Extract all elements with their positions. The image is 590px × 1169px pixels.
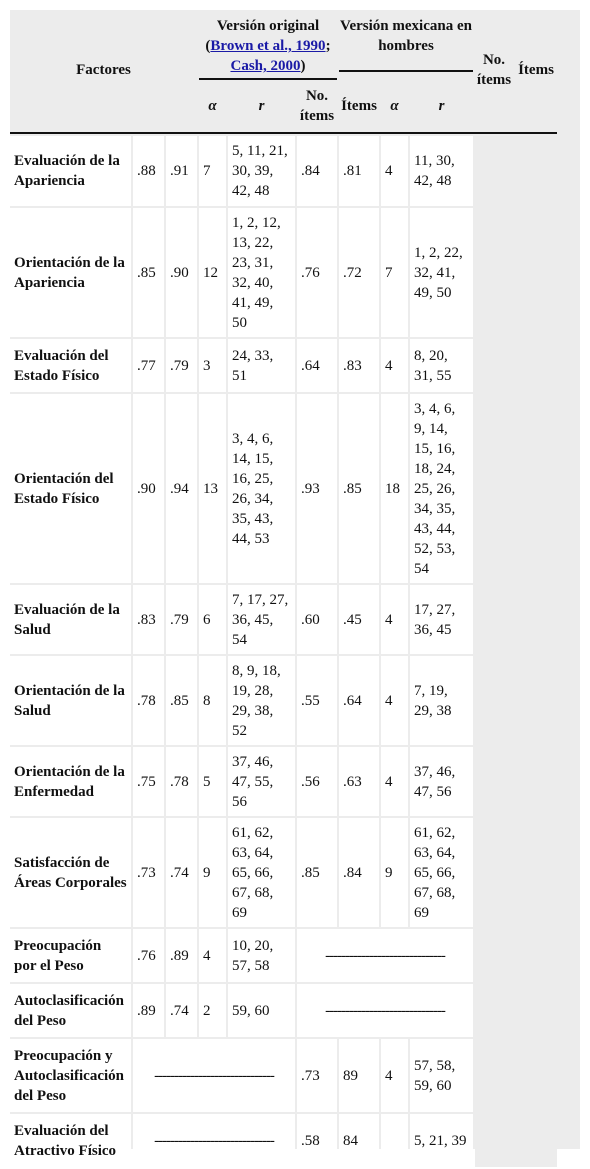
original-n-items: 7 bbox=[199, 136, 226, 206]
mex-r: .64 bbox=[339, 656, 379, 745]
original-items: 8, 9, 18, 19, 28, 29, 38, 52 bbox=[228, 656, 295, 745]
factor-name: Evaluación del Estado Físico bbox=[10, 339, 131, 392]
mex-n-items: 4 bbox=[381, 585, 408, 654]
mex-r: .63 bbox=[339, 747, 379, 816]
original-items: 10, 20, 57, 58 bbox=[228, 929, 295, 982]
original-n-items: 2 bbox=[199, 984, 226, 1037]
header-no-items-original: No. ítems bbox=[297, 82, 337, 130]
mex-items: 3, 4, 6, 9, 14, 15, 16, 18, 24, 25, 26, 34, 35, 43, 44, 52, 53, 54 bbox=[410, 394, 473, 583]
mex-alpha: .93 bbox=[297, 394, 337, 583]
original-items: 24, 33, 51 bbox=[228, 339, 295, 392]
table-row bbox=[10, 136, 557, 206]
mex-r: .83 bbox=[339, 339, 379, 392]
header-alpha-original: α bbox=[199, 82, 226, 130]
original-n-items: 6 bbox=[199, 585, 226, 654]
original-alpha: .76 bbox=[133, 929, 164, 982]
original-alpha: .90 bbox=[133, 394, 164, 583]
not-applicable-dashes: ------------------------------ bbox=[133, 1039, 295, 1112]
mex-n-items: 18 bbox=[381, 394, 408, 583]
original-items: 61, 62, 63, 64, 65, 66, 67, 68, 69 bbox=[228, 818, 295, 927]
mex-r: .45 bbox=[339, 585, 379, 654]
original-n-items: 4 bbox=[199, 929, 226, 982]
mex-n-items: 4 bbox=[381, 656, 408, 745]
mex-alpha: .73 bbox=[297, 1039, 337, 1112]
factor-name: Preocupación por el Peso bbox=[10, 929, 131, 982]
factor-name: Orientación de la Apariencia bbox=[10, 208, 131, 337]
original-r: .91 bbox=[166, 136, 197, 206]
original-n-items: 9 bbox=[199, 818, 226, 927]
mex-r: .85 bbox=[339, 394, 379, 583]
factor-name: Orientación de la Salud bbox=[10, 656, 131, 745]
original-r: .85 bbox=[166, 656, 197, 745]
original-r: .94 bbox=[166, 394, 197, 583]
original-items: 1, 2, 12, 13, 22, 23, 31, 32, 40, 41, 49, 50 bbox=[228, 208, 295, 337]
header-r-original: r bbox=[228, 82, 295, 130]
header-items-mex: Ítems bbox=[515, 10, 557, 130]
header-version-original: Versión original (Brown et al., 1990; Cash, 2000) bbox=[199, 10, 337, 80]
header-items-original: Ítems bbox=[339, 82, 379, 130]
original-r: .89 bbox=[166, 929, 197, 982]
mex-items: 1, 2, 22, 32, 41, 49, 50 bbox=[410, 208, 473, 337]
factor-name: Preocupación y Autoclasificación del Peso bbox=[10, 1039, 131, 1112]
not-applicable-dashes: ------------------------------ bbox=[297, 984, 473, 1037]
factor-name: Satisfacción de Áreas Corporales bbox=[10, 818, 131, 927]
table-container bbox=[10, 10, 580, 1159]
mex-alpha: .60 bbox=[297, 585, 337, 654]
mex-n-items bbox=[381, 1114, 408, 1167]
not-applicable-dashes: ------------------------------ bbox=[297, 929, 473, 982]
mex-n-items: 7 bbox=[381, 208, 408, 337]
mex-r: .72 bbox=[339, 208, 379, 337]
original-alpha: .75 bbox=[133, 747, 164, 816]
mex-r: 84 bbox=[339, 1114, 379, 1167]
mex-items: 57, 58, 59, 60 bbox=[410, 1039, 473, 1112]
mex-items: 37, 46, 47, 56 bbox=[410, 747, 473, 816]
mex-n-items: 4 bbox=[381, 339, 408, 392]
mex-n-items: 4 bbox=[381, 136, 408, 206]
empty-gray-area bbox=[475, 136, 557, 1167]
not-applicable-dashes: ------------------------------ bbox=[133, 1114, 295, 1167]
mex-items: 8, 20, 31, 55 bbox=[410, 339, 473, 392]
reference-link-brown[interactable]: Brown et al., 1990 bbox=[210, 38, 326, 54]
mex-n-items: 9 bbox=[381, 818, 408, 927]
original-items: 3, 4, 6, 14, 15, 16, 25, 26, 34, 35, 43, 44, 53 bbox=[228, 394, 295, 583]
original-title: Versión original bbox=[216, 18, 320, 34]
original-alpha: .89 bbox=[133, 984, 164, 1037]
original-r: .79 bbox=[166, 339, 197, 392]
original-alpha: .73 bbox=[133, 818, 164, 927]
mex-r: .81 bbox=[339, 136, 379, 206]
mex-alpha: .76 bbox=[297, 208, 337, 337]
original-r: .74 bbox=[166, 984, 197, 1037]
original-n-items: 8 bbox=[199, 656, 226, 745]
mex-items: 17, 27, 36, 45 bbox=[410, 585, 473, 654]
mex-items: 61, 62, 63, 64, 65, 66, 67, 68, 69 bbox=[410, 818, 473, 927]
mex-n-items: 4 bbox=[381, 747, 408, 816]
factor-name: Autoclasificación del Peso bbox=[10, 984, 131, 1037]
header-version-mexicana: Versión mexicana en hombres bbox=[339, 10, 473, 80]
original-alpha: .78 bbox=[133, 656, 164, 745]
original-n-items: 12 bbox=[199, 208, 226, 337]
original-items: 5, 11, 21, 30, 39, 42, 48 bbox=[228, 136, 295, 206]
mex-alpha: .84 bbox=[297, 136, 337, 206]
original-n-items: 5 bbox=[199, 747, 226, 816]
factor-name: Evaluación de la Apariencia bbox=[10, 136, 131, 206]
header-factores: Factores bbox=[10, 10, 197, 130]
header-r-mex: r bbox=[410, 82, 473, 130]
factor-name: Orientación del Estado Físico bbox=[10, 394, 131, 583]
original-alpha: .88 bbox=[133, 136, 164, 206]
reference-link-cash[interactable]: Cash, 2000 bbox=[230, 58, 301, 74]
original-items: 37, 46, 47, 55, 56 bbox=[228, 747, 295, 816]
mex-r: 89 bbox=[339, 1039, 379, 1112]
original-alpha: .83 bbox=[133, 585, 164, 654]
mex-alpha: .58 bbox=[297, 1114, 337, 1167]
factors-table bbox=[8, 8, 559, 1169]
mex-alpha: .64 bbox=[297, 339, 337, 392]
mex-n-items: 4 bbox=[381, 1039, 408, 1112]
mex-r: .84 bbox=[339, 818, 379, 927]
original-n-items: 3 bbox=[199, 339, 226, 392]
factor-name: Evaluación del Atractivo Físico bbox=[10, 1114, 131, 1167]
original-n-items: 13 bbox=[199, 394, 226, 583]
original-r: .74 bbox=[166, 818, 197, 927]
mex-items: 7, 19, 29, 38 bbox=[410, 656, 473, 745]
original-r: .90 bbox=[166, 208, 197, 337]
factor-name: Orientación de la Enfermedad bbox=[10, 747, 131, 816]
mex-items: 5, 21, 39 bbox=[410, 1114, 473, 1167]
original-items: 59, 60 bbox=[228, 984, 295, 1037]
mex-items: 11, 30, 42, 48 bbox=[410, 136, 473, 206]
mex-alpha: .56 bbox=[297, 747, 337, 816]
original-r: .78 bbox=[166, 747, 197, 816]
factor-name: Evaluación de la Salud bbox=[10, 585, 131, 654]
original-r: .79 bbox=[166, 585, 197, 654]
original-alpha: .77 bbox=[133, 339, 164, 392]
header-alpha-mex: α bbox=[381, 82, 408, 130]
original-items: 7, 17, 27, 36, 45, 54 bbox=[228, 585, 295, 654]
header-no-items-mex: No. ítems bbox=[475, 10, 513, 130]
original-alpha: .85 bbox=[133, 208, 164, 337]
mex-alpha: .85 bbox=[297, 818, 337, 927]
mex-alpha: .55 bbox=[297, 656, 337, 745]
